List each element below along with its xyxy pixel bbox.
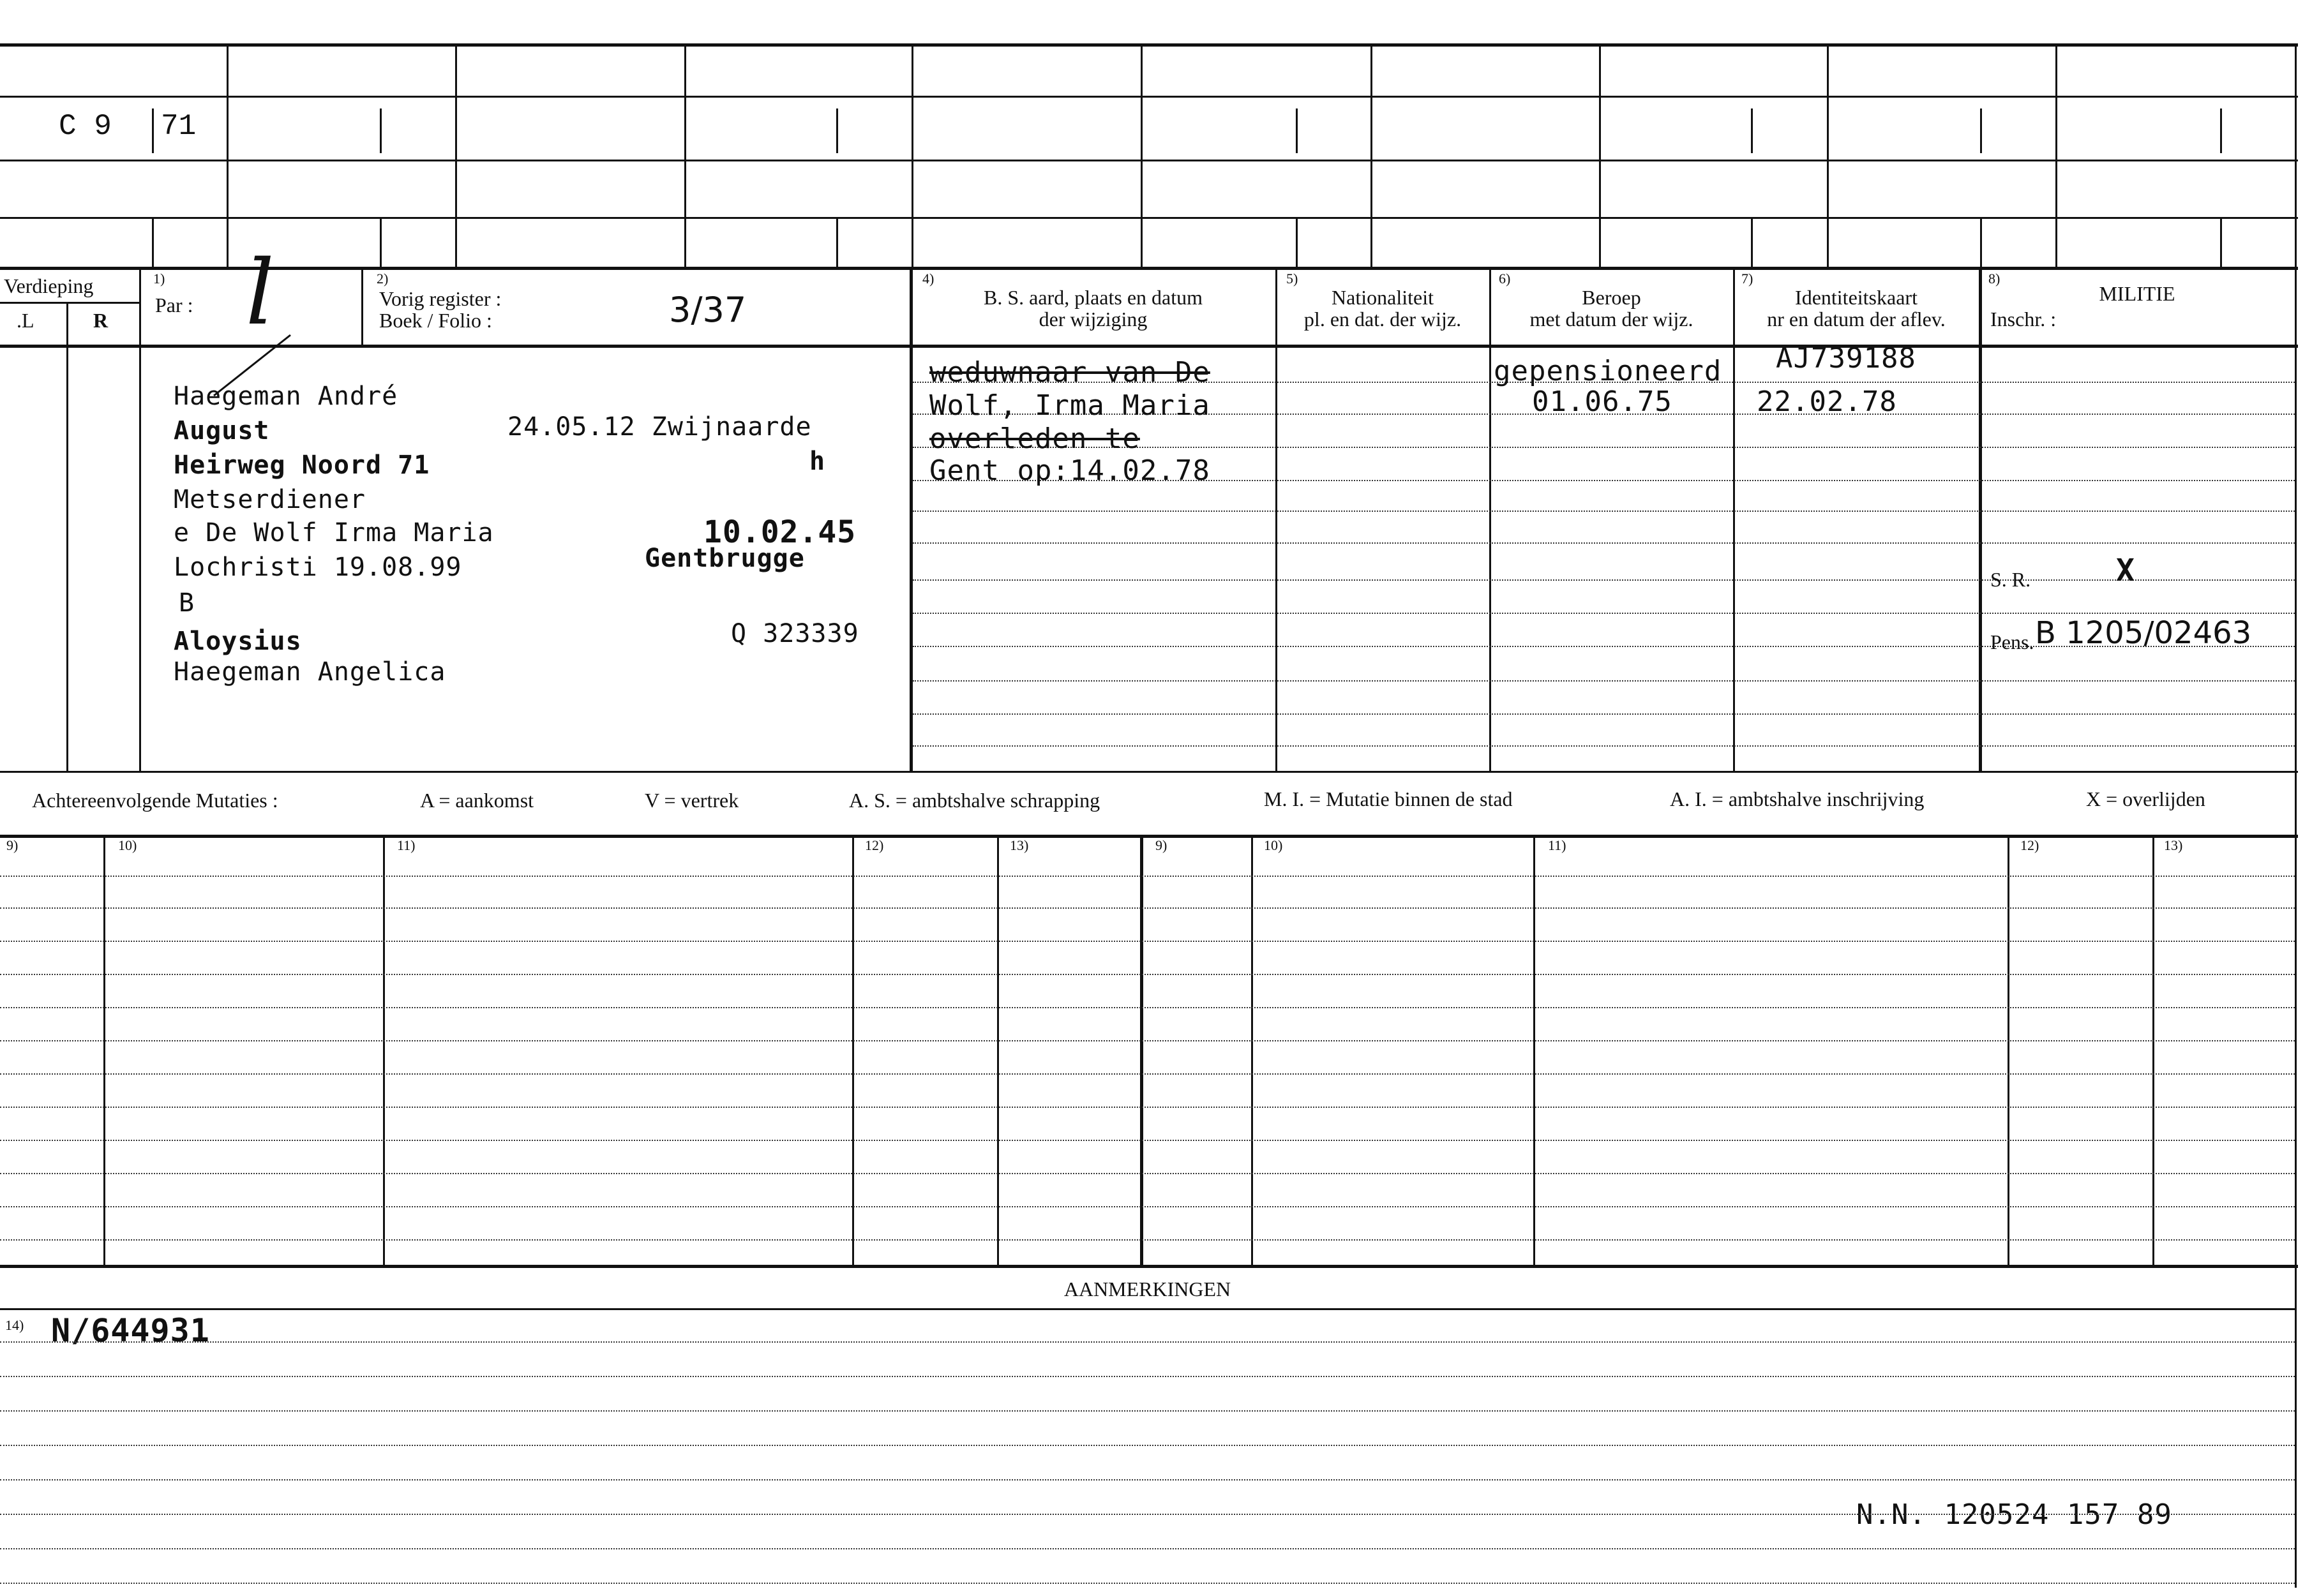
grid-line <box>383 835 385 1265</box>
change-c7-line2: 22.02.78 <box>1757 385 1897 418</box>
note-4: 4) <box>922 271 935 287</box>
grid-line <box>0 267 2298 270</box>
grid-line <box>997 835 999 1265</box>
rule-line <box>0 1173 2295 1174</box>
grid-line <box>836 217 838 267</box>
note-2: 2) <box>377 271 389 287</box>
grid-line <box>0 302 139 304</box>
note-6: 6) <box>1499 271 1511 287</box>
grid-line <box>66 302 68 771</box>
legend-mi: M. I. = Mutatie binnen de stad <box>1264 787 1513 810</box>
legend-x: X = overlijden <box>2086 787 2205 810</box>
mut-col-11b: 11) <box>1548 837 1566 853</box>
rule-line <box>0 1514 2295 1515</box>
par-label: Par : <box>155 294 193 317</box>
change-c6-line1: gepensioneerd <box>1494 355 1722 387</box>
grid-line <box>912 43 913 267</box>
grid-line <box>0 160 2298 161</box>
verdieping-label: Verdieping <box>4 274 94 297</box>
militie-title: MILITIE <box>2099 282 2175 305</box>
remark-ref: N/644931 <box>51 1312 210 1349</box>
grid-line <box>1751 108 1753 153</box>
sr-value: X <box>2116 553 2135 588</box>
national-number: N.N. 120524 157 89 <box>1856 1498 2172 1531</box>
change-c4-line3: overleden te <box>929 422 1140 455</box>
change-c6-line2: 01.06.75 <box>1532 385 1672 418</box>
person-line-1: Haegeman André <box>174 382 398 411</box>
grid-line <box>103 835 105 1265</box>
person-line-9: Haegeman Angelica <box>174 657 446 687</box>
rule-line <box>913 745 2295 747</box>
inschr-label: Inschr. : <box>1990 308 2057 331</box>
col5-header-line1: Nationaliteit <box>1332 286 1434 309</box>
person-line-5: e De Wolf Irma Maria <box>174 518 494 548</box>
mut-col-12b: 12) <box>2020 837 2039 853</box>
grid-line <box>152 108 154 153</box>
rule-line <box>0 1007 2295 1008</box>
col-l-label: .L <box>17 309 34 332</box>
col7-header-line2: nr en datum der aflev. <box>1767 308 1946 331</box>
rule-line <box>0 907 2295 909</box>
rule-line <box>0 941 2295 942</box>
person-line-8: Aloysius <box>174 627 302 656</box>
grid-line <box>852 835 854 1265</box>
grid-line <box>2152 835 2154 1265</box>
grid-line <box>1979 267 1982 771</box>
col-r-label: R <box>93 309 109 332</box>
par-handwritten-mark: l <box>246 241 274 345</box>
marriage-date: 10.02.45 <box>703 514 857 550</box>
rule-line <box>913 680 2295 682</box>
rule-line <box>0 876 2295 877</box>
change-c4-line2: Wolf, Irma Maria <box>929 389 1210 422</box>
pens-value: B 1205/02463 <box>2035 615 2252 651</box>
rule-line <box>0 1445 2295 1446</box>
grid-line <box>1296 217 1298 267</box>
note-8: 8) <box>1988 271 2000 287</box>
col4-header-line2: der wijziging <box>1039 308 1148 331</box>
rule-line <box>913 713 2295 715</box>
grid-line <box>1733 267 1735 771</box>
change-c4-line4: Gent op:14.02.78 <box>929 454 1210 487</box>
grid-line <box>0 771 2298 773</box>
grid-line <box>1827 43 1829 267</box>
rule-line <box>0 1548 2295 1549</box>
grid-line <box>1275 267 1277 771</box>
aanmerkingen-title: AANMERKINGEN <box>1063 1278 1231 1301</box>
grid-line <box>1599 43 1601 267</box>
grid-line <box>2220 108 2222 153</box>
rule-line <box>0 1107 2295 1108</box>
pens-label: Pens. <box>1990 630 2034 653</box>
mut-col-12: 12) <box>865 837 884 853</box>
header-bottom <box>0 345 2298 348</box>
col7-header-line1: Identiteitskaart <box>1795 286 1918 309</box>
mut-col-13b: 13) <box>2164 837 2183 853</box>
rule-line <box>0 1583 2295 1584</box>
grid-line <box>0 1308 2295 1310</box>
person-line-7: B <box>179 588 195 618</box>
grid-line <box>2008 835 2009 1265</box>
grid-line <box>836 108 838 153</box>
grid-line <box>2055 43 2057 267</box>
change-c4-line1: weduwnaar van De <box>929 356 1210 389</box>
rule-line <box>0 1206 2295 1207</box>
grid-line <box>227 43 229 267</box>
rule-line <box>0 1073 2295 1075</box>
person-line-4: Metserdiener <box>174 485 366 514</box>
person-line-6: Lochristi 19.08.99 <box>174 553 462 582</box>
grid-line <box>1296 108 1298 153</box>
grid-line <box>0 217 2298 219</box>
top-code-left: C 9 <box>59 110 112 143</box>
marriage-place: Gentbrugge <box>645 544 805 573</box>
boek-folio-label: Boek / Folio : <box>379 309 492 332</box>
grid-line <box>361 267 363 345</box>
grid-line <box>910 267 913 771</box>
grid-line <box>2220 217 2222 267</box>
grid-line <box>1140 835 1143 1265</box>
rule-line <box>0 1140 2295 1141</box>
note-1: 1) <box>153 271 165 287</box>
grid-line <box>380 217 382 267</box>
top-border <box>0 43 2298 47</box>
mut-col-11: 11) <box>397 837 416 853</box>
rule-line <box>0 1040 2295 1041</box>
rule-line <box>913 511 2295 512</box>
grid-line <box>152 217 154 267</box>
grid-line <box>1489 267 1491 771</box>
grid-line <box>1980 108 1982 153</box>
right-border <box>2295 43 2297 1588</box>
mut-col-10b: 10) <box>1264 837 1283 853</box>
grid-line <box>139 267 141 771</box>
grid-line <box>1980 217 1982 267</box>
grid-line <box>0 1265 2298 1268</box>
col4-header-line1: B. S. aard, plaats en datum <box>983 286 1203 309</box>
rule-line <box>913 613 2295 614</box>
mut-col-9b: 9) <box>1155 837 1167 853</box>
legend-v: V = vertrek <box>645 789 739 812</box>
grid-line <box>0 835 2298 838</box>
note-5: 5) <box>1286 271 1298 287</box>
col5-header-line2: pl. en dat. der wijz. <box>1303 308 1462 331</box>
mut-col-13: 13) <box>1010 837 1029 853</box>
grid-line <box>1533 835 1535 1265</box>
rule-line <box>913 579 2295 581</box>
person-line-3: Heirweg Noord 71 <box>174 451 430 480</box>
col6-header-line1: Beroep <box>1582 286 1641 309</box>
grid-line <box>455 43 457 267</box>
rule-line <box>913 542 2295 544</box>
top-code-right: 71 <box>161 110 197 143</box>
note-14: 14) <box>5 1317 24 1333</box>
rule-line <box>0 974 2295 975</box>
folio-value: 3/37 <box>669 290 747 330</box>
rule-line <box>0 1410 2295 1412</box>
mut-col-10: 10) <box>118 837 137 853</box>
person-line-2: August <box>174 416 270 445</box>
rule-line <box>0 1239 2295 1241</box>
q-number: Q 323339 <box>731 619 859 648</box>
grid-line <box>0 96 2298 98</box>
note-7: 7) <box>1741 271 1753 287</box>
grid-line <box>1251 835 1253 1265</box>
sr-label: S. R. <box>1990 568 2031 591</box>
change-c7-line1: AJ739188 <box>1776 342 1916 375</box>
grid-line <box>1751 217 1753 267</box>
grid-line <box>684 43 686 267</box>
legend-a: A = aankomst <box>420 789 534 812</box>
rule-line <box>0 1376 2295 1377</box>
birth-date-place: 24.05.12 Zwijnaarde <box>507 412 812 442</box>
h-mark: h <box>809 447 826 476</box>
grid-line <box>1141 43 1143 267</box>
grid-line <box>1370 43 1372 267</box>
col6-header-line2: met datum der wijz. <box>1529 308 1693 331</box>
vorig-register-label: Vorig register : <box>379 287 502 310</box>
mut-col-9: 9) <box>6 837 19 853</box>
mutaties-title: Achtereenvolgende Mutaties : <box>32 789 278 812</box>
rule-line <box>0 1479 2295 1480</box>
legend-ai: A. I. = ambtshalve inschrijving <box>1670 787 1925 810</box>
rule-line <box>0 1341 2295 1343</box>
grid-line <box>380 108 382 153</box>
legend-as: A. S. = ambtshalve schrapping <box>849 789 1100 812</box>
